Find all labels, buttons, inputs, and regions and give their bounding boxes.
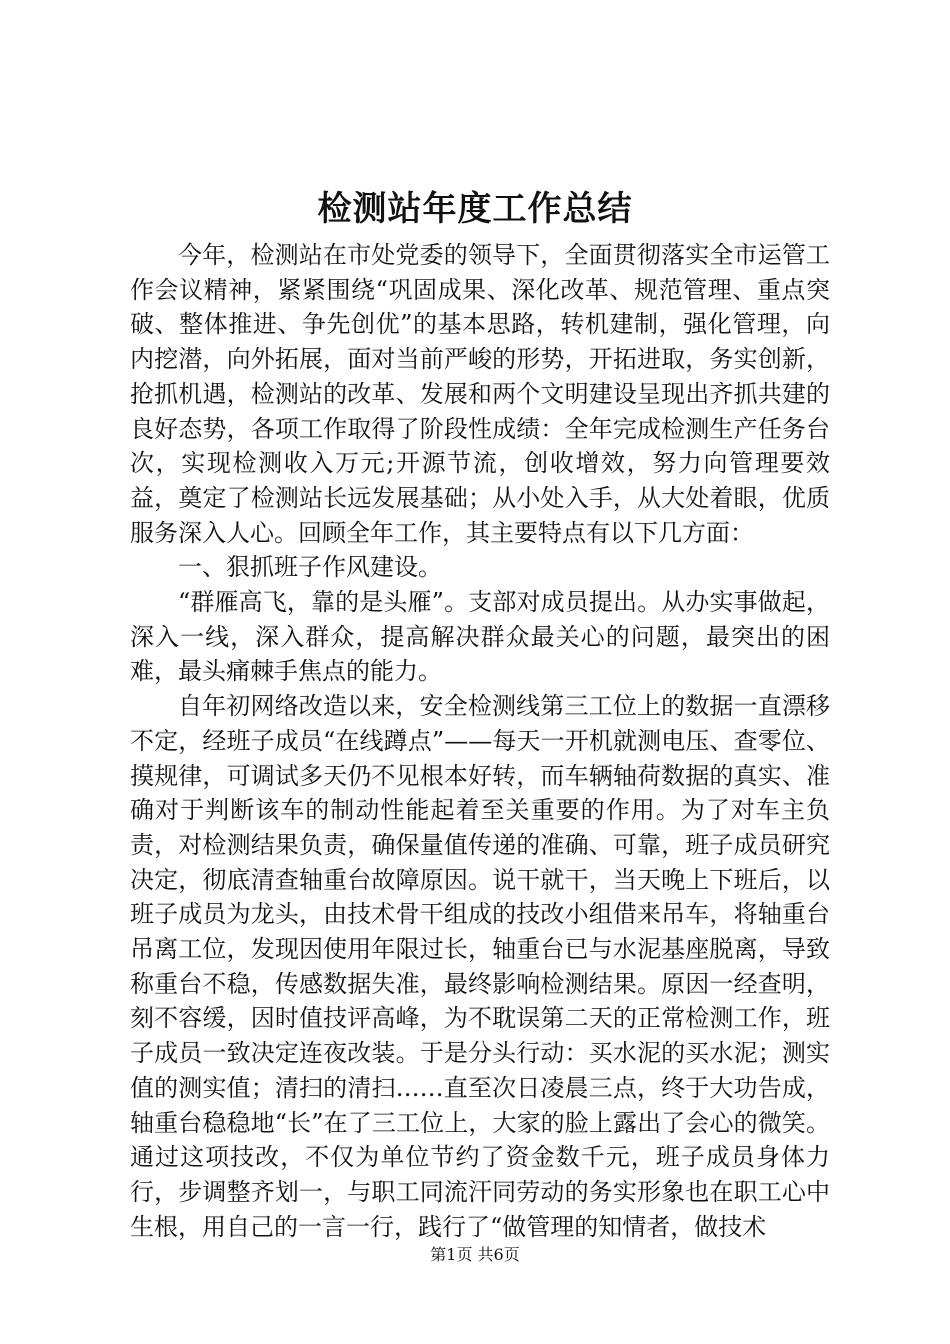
section-heading-1: 一、狠抓班子作风建设。 <box>178 553 442 582</box>
page-footer: 第1页 共6页 <box>430 1245 520 1264</box>
paragraph-detail: 自年初网络改造以来，安全检测线第三工位上的数据一直漂移不定，经班子成员“在线蹲点”——每天一开机就测电压、查零位、摸规律，可调试多天仍不见根本好转，而车辆轴荷数据的真实、准确对于判断该车的制动性能起着至关重要的作用。为了对车主负责，对检测结果负责，确保量值传递的准确、可靠，班子成员研究决定，彻底清查轴重台故障原因。说干就干，当天晚上下班后，以班子成员为龙头，由技术骨干组成的技改小组借来吊车，将轴重台吊离工位，发现因使用年限过长，轴重台已与水泥基座脱离，导致称重台不稳，传感数据失准，最终影响检测结果。原因一经查明，刻不容缓，因时值技评高峰，为不耽误第二天的正常检测工作，班子成员一致决定连夜改装。于是分头行动：买水泥的买水泥；测实值的测实值；清扫的清扫……直至次日凌晨三点，终于大功告成，轴重台稳稳地“长”在了三工位上，大家的脸上露出了会心的微笑。通过这项技改，不仅为单位节约了资金数千元，班子成员身体力行，步调整齐划一，与职工同流汗同劳动的务实形象也在职工心中生根，用自己的一言一行，践行了“做管理的知情者，做技术 <box>130 692 830 1241</box>
document-title: 检测站年度工作总结 <box>317 189 633 229</box>
document-body <box>130 238 830 1244</box>
paragraph-quote: “群雁高飞，靠的是头雁”。支部对成员提出。从办实事做起，深入一线，深入群众，提高解决群众最关心的问题，最突出的困难，最头痛棘手焦点的能力。 <box>130 588 830 686</box>
paragraph-intro: 今年，检测站在市处党委的领导下，全面贯彻落实全市运管工作会议精神，紧紧围绕“巩固成果、深化改革、规范管理、重点突破、整体推进、争先创优”的基本思路，转机建制，强化管理，向内挖潜，向外拓展，面对当前严峻的形势，开拓进取，务实创新，抢抓机遇，检测站的改革、发展和两个文明建设呈现出齐抓共建的良好态势，各项工作取得了阶段性成绩：全年完成检测生产任务台次，实现检测收入万元;开源节流，创收增效，努力向管理要效益，奠定了检测站长远发展基础；从小处入手，从大处着眼，优质服务深入人心。回顾全年工作，其主要特点有以下几方面： <box>130 241 830 547</box>
